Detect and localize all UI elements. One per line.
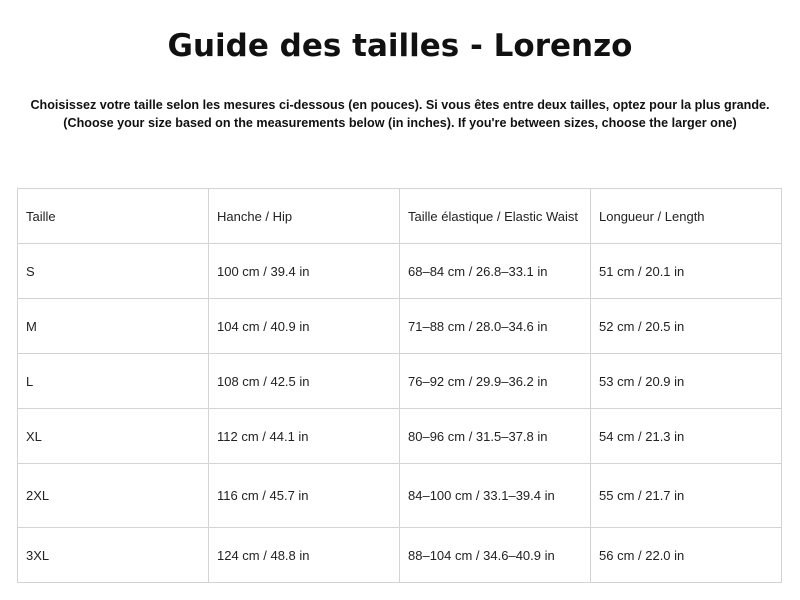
- cell-length: 51 cm / 20.1 in: [591, 244, 782, 299]
- cell-size: 3XL: [18, 528, 209, 583]
- table-row: [18, 528, 782, 583]
- instructions-english: (Choose your size based on the measurements below (in inches). If you're between sizes, choose the larger one): [63, 116, 737, 130]
- table-row: [18, 299, 782, 354]
- table-header-row: [18, 189, 782, 244]
- cell-hip: 112 cm / 44.1 in: [209, 409, 400, 464]
- table-row: [18, 354, 782, 409]
- cell-length: 54 cm / 21.3 in: [591, 409, 782, 464]
- cell-size: XL: [18, 409, 209, 464]
- cell-length: 52 cm / 20.5 in: [591, 299, 782, 354]
- cell-hip: 100 cm / 39.4 in: [209, 244, 400, 299]
- header-length: Longueur / Length: [591, 189, 782, 244]
- cell-hip: 124 cm / 48.8 in: [209, 528, 400, 583]
- cell-size: M: [18, 299, 209, 354]
- cell-length: 55 cm / 21.7 in: [591, 464, 782, 528]
- header-size: Taille: [18, 189, 209, 244]
- cell-size: 2XL: [18, 464, 209, 528]
- table-row: [18, 244, 782, 299]
- cell-elastic-waist: 88–104 cm / 34.6–40.9 in: [400, 528, 591, 583]
- header-elastic-waist: Taille élastique / Elastic Waist: [400, 189, 591, 244]
- page-title: Guide des tailles - Lorenzo: [167, 28, 633, 64]
- table-row: [18, 464, 782, 528]
- instructions-french: Choisissez votre taille selon les mesures ci-dessous (en pouces). Si vous êtes entre deux tailles, optez pour la plus grande.: [30, 98, 770, 112]
- instructions: [0, 96, 800, 132]
- cell-hip: 104 cm / 40.9 in: [209, 299, 400, 354]
- cell-size: S: [18, 244, 209, 299]
- table-row: [18, 409, 782, 464]
- size-chart-table: [17, 188, 782, 583]
- cell-length: 56 cm / 22.0 in: [591, 528, 782, 583]
- cell-hip: 108 cm / 42.5 in: [209, 354, 400, 409]
- cell-elastic-waist: 84–100 cm / 33.1–39.4 in: [400, 464, 591, 528]
- cell-elastic-waist: 68–84 cm / 26.8–33.1 in: [400, 244, 591, 299]
- cell-length: 53 cm / 20.9 in: [591, 354, 782, 409]
- cell-elastic-waist: 76–92 cm / 29.9–36.2 in: [400, 354, 591, 409]
- header-hip: Hanche / Hip: [209, 189, 400, 244]
- cell-elastic-waist: 71–88 cm / 28.0–34.6 in: [400, 299, 591, 354]
- cell-size: L: [18, 354, 209, 409]
- cell-hip: 116 cm / 45.7 in: [209, 464, 400, 528]
- cell-elastic-waist: 80–96 cm / 31.5–37.8 in: [400, 409, 591, 464]
